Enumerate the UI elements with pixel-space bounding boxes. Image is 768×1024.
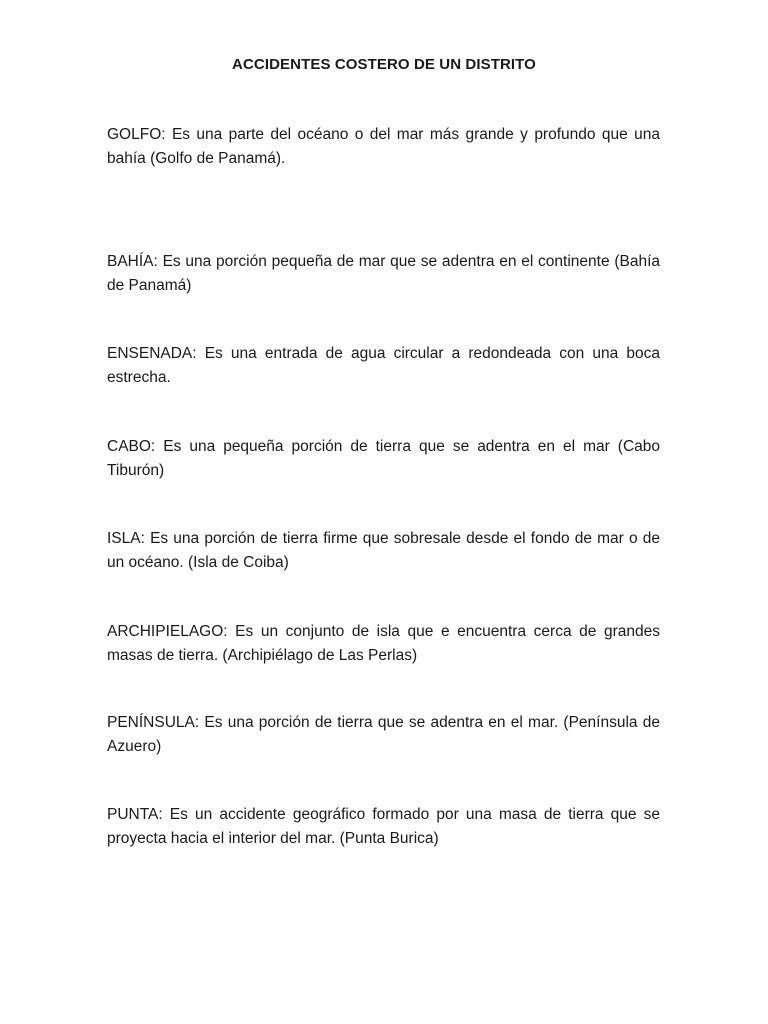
entry-peninsula: PENÍNSULA: Es una porción de tierra que se adentra en el mar. (Península de Azuero) (107, 714, 660, 755)
entry-cabo: CABO: Es una pequeña porción de tierra que se adentra en el mar (Cabo Tiburón) (107, 438, 660, 479)
entry-ensenada: ENSENADA: Es una entrada de agua circular a redondeada con una boca estrecha. (107, 345, 660, 386)
entry-golfo: GOLFO: Es una parte del océano o del mar más grande y profundo que una bahía (Golfo de Panamá). (107, 126, 660, 167)
entry-isla: ISLA: Es una porción de tierra firme que sobresale desde el fondo de mar o de un océano. (Isla de Coiba) (107, 530, 660, 571)
entry-punta: PUNTA: Es un accidente geográfico formado por una masa de tierra que se proyecta hacia el interior del mar. (Punta Burica) (107, 806, 660, 847)
entry-archipielago: ARCHIPIELAGO: Es un conjunto de isla que e encuentra cerca de grandes masas de tierra. (Archipiélago de Las Perlas) (107, 623, 660, 664)
entry-bahia: BAHÍA: Es una porción pequeña de mar que se adentra en el continente (Bahía de Panamá) (107, 253, 660, 294)
document-title: ACCIDENTES COSTERO DE UN DISTRITO (232, 56, 536, 73)
